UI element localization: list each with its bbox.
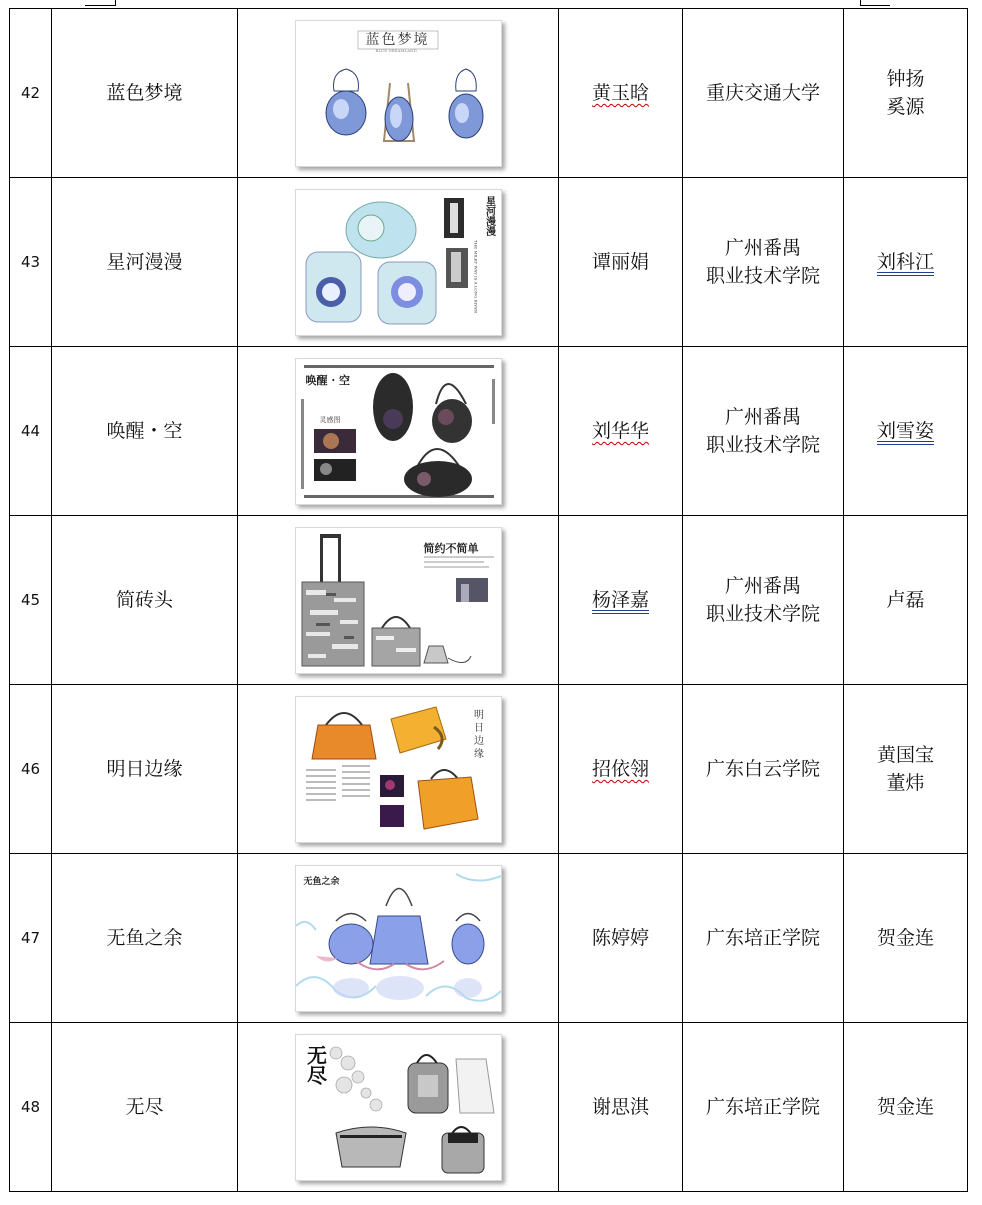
work-title: 简砖头 xyxy=(52,516,238,685)
school-cell xyxy=(683,178,844,347)
author-cell xyxy=(559,9,683,178)
work-thumbnail-cell xyxy=(238,178,559,347)
work-thumbnail-cell xyxy=(238,854,559,1023)
teacher-name: 刘科江 xyxy=(876,251,934,273)
entry-number: 46 xyxy=(10,685,52,854)
thumbnail-title: 无尽 xyxy=(303,1044,328,1085)
school-cell xyxy=(683,347,844,516)
teacher-cell xyxy=(844,178,968,347)
table-row xyxy=(10,685,968,854)
author-name: 谭丽娟 xyxy=(559,178,683,347)
table-row xyxy=(10,1023,968,1192)
teacher-name: 奚源 xyxy=(886,96,925,118)
table-row xyxy=(10,516,968,685)
work-thumbnail-cell xyxy=(238,1023,559,1192)
school-name-line: 广州番禺 xyxy=(724,575,801,597)
table-row xyxy=(10,854,968,1023)
thumbnail-title: 明日边缘 xyxy=(471,708,483,761)
author-cell xyxy=(559,347,683,516)
thumbnail-title: 星河漫漫 xyxy=(483,195,495,236)
author-name: 陈婷婷 xyxy=(559,854,683,1023)
thumbnail-title: 简约不简单 xyxy=(423,541,479,555)
thumbnail-subtitle: THE MILKY WAY IS A LONG RIVER xyxy=(473,239,479,313)
school-name: 广东白云学院 xyxy=(683,685,844,854)
space-backpacks-illustration xyxy=(296,190,501,335)
thumbnail-title: 无鱼之余 xyxy=(303,876,340,887)
work-thumbnail[interactable] xyxy=(295,865,502,1012)
teacher-name: 刘雪姿 xyxy=(876,420,934,442)
thumbnail-subtitle: BLUE DREAMLAND xyxy=(375,47,417,53)
author-cell xyxy=(559,516,683,685)
entry-number: 42 xyxy=(10,9,52,178)
fish-bags-illustration xyxy=(296,866,501,1011)
teacher-name: 钟扬 xyxy=(886,68,925,90)
author-name: 谢思淇 xyxy=(559,1023,683,1192)
teacher-cell xyxy=(844,516,968,685)
header-remnant-left xyxy=(115,0,116,6)
school-name-line: 广州番禺 xyxy=(724,237,801,259)
header-remnant-right-tick xyxy=(860,5,890,6)
school-name: 广东培正学院 xyxy=(683,1023,844,1192)
teacher-name: 董炜 xyxy=(886,772,925,794)
entry-number: 44 xyxy=(10,347,52,516)
teacher-cell xyxy=(844,9,968,178)
author-name: 黄玉晗 xyxy=(591,82,649,104)
header-remnant-left-tick xyxy=(85,5,115,6)
school-name-line: 职业技术学院 xyxy=(705,603,820,625)
work-title: 明日边缘 xyxy=(52,685,238,854)
thumbnail-title: 唤醒 · 空 xyxy=(305,373,350,387)
author-name: 杨泽嘉 xyxy=(591,589,649,611)
table-row xyxy=(10,178,968,347)
school-name: 广东培正学院 xyxy=(683,854,844,1023)
work-thumbnail[interactable] xyxy=(295,189,502,336)
work-thumbnail[interactable] xyxy=(295,527,502,674)
entry-number: 45 xyxy=(10,516,52,685)
author-name: 刘华华 xyxy=(591,420,649,442)
thumbnail-title: 蓝色梦境 xyxy=(365,31,430,48)
author-name: 招依翎 xyxy=(591,758,649,780)
work-title: 唤醒・空 xyxy=(52,347,238,516)
work-title: 无鱼之余 xyxy=(52,854,238,1023)
work-thumbnail[interactable] xyxy=(295,1034,502,1181)
teacher-name: 贺金连 xyxy=(844,854,968,1023)
entry-number: 47 xyxy=(10,854,52,1023)
work-thumbnail[interactable] xyxy=(295,696,502,843)
works-table xyxy=(9,8,968,1192)
school-name-line: 职业技术学院 xyxy=(705,434,820,456)
teacher-name: 贺金连 xyxy=(844,1023,968,1192)
work-title: 星河漫漫 xyxy=(52,178,238,347)
work-title: 蓝色梦境 xyxy=(52,9,238,178)
thumbnail-caption: 灵感图 xyxy=(319,415,341,424)
school-name-line: 职业技术学院 xyxy=(705,265,820,287)
author-cell xyxy=(559,685,683,854)
entry-number: 48 xyxy=(10,1023,52,1192)
work-thumbnail-cell xyxy=(238,516,559,685)
teacher-cell xyxy=(844,347,968,516)
entry-number: 43 xyxy=(10,178,52,347)
teacher-name: 黄国宝 xyxy=(876,744,934,766)
table-row xyxy=(10,9,968,178)
work-thumbnail-cell xyxy=(238,685,559,854)
work-thumbnail[interactable] xyxy=(295,358,502,505)
work-title: 无尽 xyxy=(52,1023,238,1192)
table-row xyxy=(10,347,968,516)
school-cell xyxy=(683,516,844,685)
teacher-cell xyxy=(844,685,968,854)
school-name: 重庆交通大学 xyxy=(683,9,844,178)
work-thumbnail-cell xyxy=(238,347,559,516)
work-thumbnail[interactable] xyxy=(295,20,502,167)
work-thumbnail-cell xyxy=(238,9,559,178)
teacher-name: 卢磊 xyxy=(886,589,925,611)
school-name-line: 广州番禺 xyxy=(724,406,801,428)
